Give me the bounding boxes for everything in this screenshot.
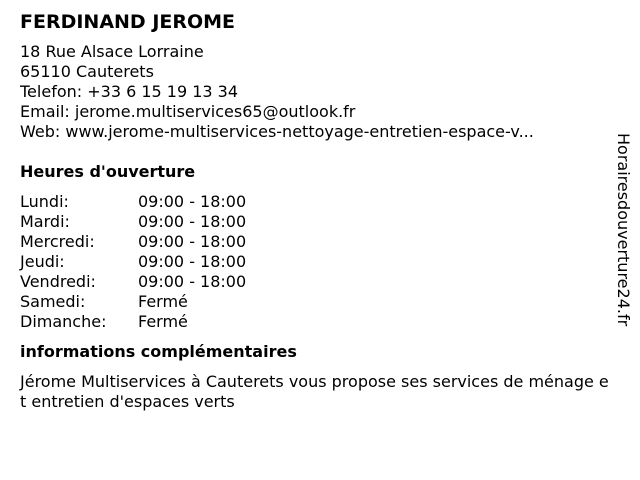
hours-row-vendredi [20, 272, 610, 292]
email-address[interactable]: Email: jerome.multiservices65@outlook.fr [20, 102, 356, 121]
day-hours: 09:00 - 18:00 [138, 192, 247, 211]
day-hours: 09:00 - 18:00 [138, 212, 247, 231]
day-hours: 09:00 - 18:00 [138, 232, 247, 251]
hours-row-mardi [20, 212, 610, 232]
additional-info-heading: informations complémentaires [20, 342, 297, 361]
day-hours: Fermé [138, 312, 188, 331]
business-name: FERDINAND JEROME [20, 11, 236, 33]
day-label: Samedi: [20, 292, 86, 311]
address-street: 18 Rue Alsace Lorraine [20, 42, 204, 61]
day-label: Jeudi: [20, 252, 65, 271]
day-label: Vendredi: [20, 272, 96, 291]
address-city: 65110 Cauterets [20, 62, 154, 81]
opening-hours-heading: Heures d'ouverture [20, 162, 196, 181]
hours-row-lundi [20, 192, 610, 212]
day-hours: Fermé [138, 292, 188, 311]
business-card [20, 10, 610, 412]
website-link[interactable]: Web: www.jerome-multiservices-nettoyage-entretien-espace-v... [20, 122, 534, 141]
watermark-site-name: Horairesdouverture24.fr [614, 133, 633, 327]
day-label: Lundi: [20, 192, 69, 211]
opening-hours-table [20, 192, 610, 332]
day-label: Mercredi: [20, 232, 95, 251]
hours-row-samedi [20, 292, 610, 312]
hours-row-jeudi [20, 252, 610, 272]
day-label: Dimanche: [20, 312, 107, 331]
day-hours: 09:00 - 18:00 [138, 252, 247, 271]
additional-info-text: Jérome Multiservices à Cauterets vous propose ses services de ménage et entretien d'espaces verts [20, 372, 609, 411]
hours-row-dimanche [20, 312, 610, 332]
day-hours: 09:00 - 18:00 [138, 272, 247, 291]
phone-number[interactable]: Telefon: +33 6 15 19 13 34 [20, 82, 239, 101]
hours-row-mercredi [20, 232, 610, 252]
day-label: Mardi: [20, 212, 70, 231]
